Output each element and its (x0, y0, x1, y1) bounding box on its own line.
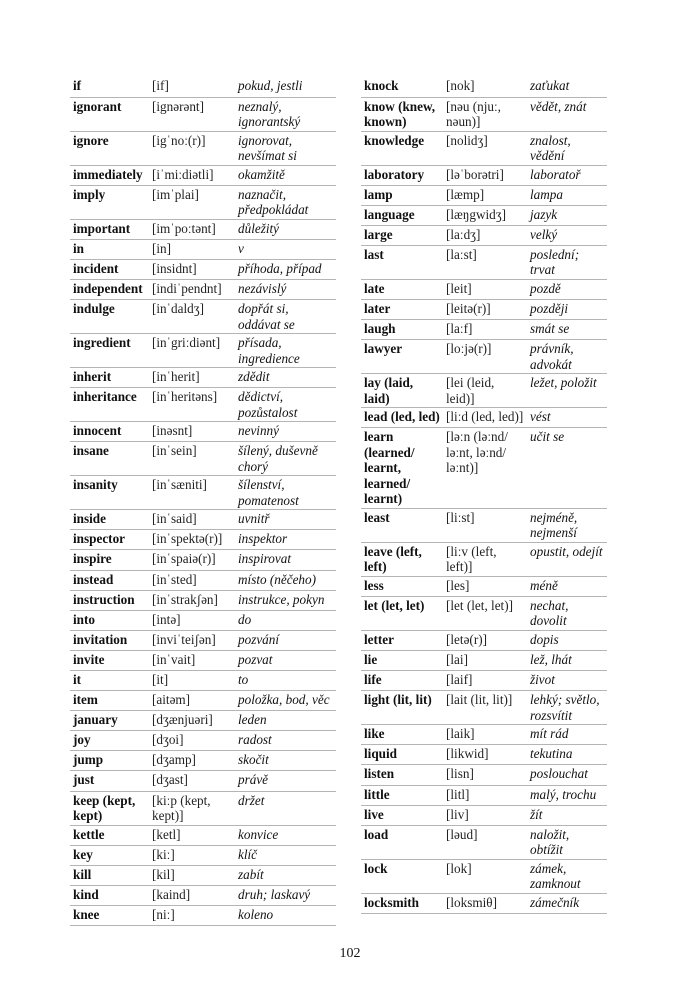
translation: uvnitř (235, 510, 336, 530)
pronunciation: [laːdʒ] (443, 225, 527, 245)
pronunciation: [dʒoi] (149, 731, 235, 751)
dictionary-entry (361, 542, 607, 576)
dictionary-entry (70, 185, 336, 219)
pronunciation: [liv] (443, 805, 527, 825)
pronunciation: [iˈmiːdiətli] (149, 165, 235, 185)
translation: koleno (235, 905, 336, 925)
pronunciation: [liːst] (443, 508, 527, 542)
pronunciation: [laik] (443, 725, 527, 745)
dictionary-entry (70, 731, 336, 751)
translation: život (527, 671, 607, 691)
dictionary-column-left (70, 77, 336, 926)
headword: lay (laid, laid) (361, 374, 443, 408)
pronunciation: [in] (149, 239, 235, 259)
translation: naznačit, předpokládat (235, 185, 336, 219)
dictionary-entry (70, 77, 336, 97)
translation: naložit, obtížit (527, 825, 607, 859)
headword: listen (361, 765, 443, 785)
dictionary-entry (361, 131, 607, 165)
headword: into (70, 610, 149, 630)
pronunciation: [inˈherit] (149, 368, 235, 388)
pronunciation: [intə] (149, 610, 235, 630)
translation: malý, trochu (527, 785, 607, 805)
headword: incident (70, 259, 149, 279)
headword: invite (70, 650, 149, 670)
translation: jazyk (527, 205, 607, 225)
headword: let (let, let) (361, 596, 443, 630)
pronunciation: [kil] (149, 865, 235, 885)
pronunciation: [inˈsted] (149, 570, 235, 590)
dictionary-entry (70, 422, 336, 442)
dictionary-entry (70, 165, 336, 185)
dictionary-entry (70, 570, 336, 590)
pronunciation: [imˈplai] (149, 185, 235, 219)
headword: kettle (70, 825, 149, 845)
dictionary-entries-left (70, 77, 336, 926)
dictionary-entry (70, 751, 336, 771)
headword: kind (70, 885, 149, 905)
pronunciation: [imˈpoːtənt] (149, 219, 235, 239)
dictionary-entry (70, 865, 336, 885)
headword: lock (361, 859, 443, 893)
pronunciation: [liːd (led, led)] (443, 408, 527, 428)
translation: poslední; trvat (527, 245, 607, 279)
pronunciation: [lei (leid, leid)] (443, 374, 527, 408)
pronunciation: [niː] (149, 905, 235, 925)
dictionary-entry (361, 745, 607, 765)
translation: vést (527, 408, 607, 428)
pronunciation: [igˈnoː(r)] (149, 131, 235, 165)
translation: právě (235, 771, 336, 791)
dictionary-entry (70, 97, 336, 131)
translation: radost (235, 731, 336, 751)
headword: little (361, 785, 443, 805)
translation: žít (527, 805, 607, 825)
translation: položka, bod, věc (235, 691, 336, 711)
pronunciation: [liːv (left, left)] (443, 542, 527, 576)
headword: indulge (70, 300, 149, 334)
headword: knowledge (361, 131, 443, 165)
headword: instruction (70, 590, 149, 610)
translation: mít rád (527, 725, 607, 745)
dictionary-entry (70, 300, 336, 334)
translation: dopis (527, 630, 607, 650)
translation: klíč (235, 845, 336, 865)
translation: do (235, 610, 336, 630)
pronunciation: [inviˈteiʃən] (149, 630, 235, 650)
headword: just (70, 771, 149, 791)
dictionary-entry (361, 651, 607, 671)
headword: language (361, 205, 443, 225)
dictionary-entry (361, 185, 607, 205)
pronunciation: [ketl] (149, 825, 235, 845)
headword: leave (left, left) (361, 542, 443, 576)
pronunciation: [ləˈborətri] (443, 165, 527, 185)
headword: inspire (70, 550, 149, 570)
headword: if (70, 77, 149, 97)
headword: knock (361, 77, 443, 97)
headword: key (70, 845, 149, 865)
pronunciation: [inˈspaiə(r)] (149, 550, 235, 570)
pronunciation: [laːst] (443, 245, 527, 279)
dictionary-entry (361, 725, 607, 745)
pronunciation: [dʒamp] (149, 751, 235, 771)
headword: load (361, 825, 443, 859)
headword: knee (70, 905, 149, 925)
translation: dědictví, pozůstalost (235, 388, 336, 422)
translation: šílenství, pomatenost (235, 476, 336, 510)
translation: zaťukat (527, 77, 607, 97)
dictionary-entry (70, 510, 336, 530)
pronunciation: [lait (lit, lit)] (443, 691, 527, 725)
pronunciation: [dʒast] (149, 771, 235, 791)
pronunciation: [leitə(r)] (443, 300, 527, 320)
translation: tekutina (527, 745, 607, 765)
headword: lawyer (361, 340, 443, 374)
headword: ignore (70, 131, 149, 165)
translation: ignorovat, nevšímat si (235, 131, 336, 165)
translation: to (235, 671, 336, 691)
dictionary-entry (361, 825, 607, 859)
translation: okamžitě (235, 165, 336, 185)
headword: inside (70, 510, 149, 530)
translation: přísada, ingredience (235, 334, 336, 368)
dictionary-table-left (70, 77, 336, 926)
headword: inheritance (70, 388, 149, 422)
dictionary-entry (70, 442, 336, 476)
translation: inspirovat (235, 550, 336, 570)
translation: pozdě (527, 279, 607, 299)
pronunciation: [loksmiθ] (443, 893, 527, 913)
pronunciation: [inəsnt] (149, 422, 235, 442)
headword: light (lit, lit) (361, 691, 443, 725)
translation: opustit, odejít (527, 542, 607, 576)
dictionary-entry (361, 340, 607, 374)
headword: liquid (361, 745, 443, 765)
headword: in (70, 239, 149, 259)
pronunciation: [inˈspektə(r)] (149, 530, 235, 550)
dictionary-entry (361, 408, 607, 428)
dictionary-column-right (361, 77, 607, 914)
translation: příhoda, případ (235, 259, 336, 279)
translation: inspektor (235, 530, 336, 550)
headword: late (361, 279, 443, 299)
translation: důležitý (235, 219, 336, 239)
translation: konvice (235, 825, 336, 845)
headword: live (361, 805, 443, 825)
headword: less (361, 576, 443, 596)
headword: last (361, 245, 443, 279)
dictionary-entry (361, 279, 607, 299)
translation: zabít (235, 865, 336, 885)
pronunciation: [læmp] (443, 185, 527, 205)
translation: instrukce, pokyn (235, 590, 336, 610)
pronunciation: [nəu (njuː, nəun)] (443, 97, 527, 131)
dictionary-entry (70, 791, 336, 825)
pronunciation: [aitəm] (149, 691, 235, 711)
translation: nechat, dovolit (527, 596, 607, 630)
translation: nevinný (235, 422, 336, 442)
dictionary-entry (70, 334, 336, 368)
headword: later (361, 300, 443, 320)
pronunciation: [lok] (443, 859, 527, 893)
headword: letter (361, 630, 443, 650)
pronunciation: [ignərənt] (149, 97, 235, 131)
headword: instead (70, 570, 149, 590)
dictionary-entry (70, 239, 336, 259)
dictionary-entry (361, 97, 607, 131)
dictionary-entry (70, 771, 336, 791)
dictionary-entry (70, 825, 336, 845)
dictionary-entry (361, 785, 607, 805)
pronunciation: [læŋgwidʒ] (443, 205, 527, 225)
translation: zámečník (527, 893, 607, 913)
translation: skočit (235, 751, 336, 771)
dictionary-entry (70, 476, 336, 510)
dictionary-entry (70, 630, 336, 650)
headword: independent (70, 279, 149, 299)
headword: insane (70, 442, 149, 476)
pronunciation: [nok] (443, 77, 527, 97)
pronunciation: [it] (149, 671, 235, 691)
headword: insanity (70, 476, 149, 510)
headword: important (70, 219, 149, 239)
dictionary-entry (70, 530, 336, 550)
dictionary-entry (70, 279, 336, 299)
headword: ignorant (70, 97, 149, 131)
dictionary-entry (361, 630, 607, 650)
dictionary-entry (70, 388, 336, 422)
translation: pozvání (235, 630, 336, 650)
translation: nezávislý (235, 279, 336, 299)
headword: life (361, 671, 443, 691)
dictionary-entry (70, 131, 336, 165)
headword: lamp (361, 185, 443, 205)
dictionary-entry (70, 650, 336, 670)
dictionary-entry (70, 885, 336, 905)
headword: keep (kept, kept) (70, 791, 149, 825)
dictionary-table-right (361, 77, 607, 914)
headword: lead (led, led) (361, 408, 443, 428)
headword: it (70, 671, 149, 691)
pronunciation: [kiː] (149, 845, 235, 865)
translation: druh; laskavý (235, 885, 336, 905)
translation: místo (něčeho) (235, 570, 336, 590)
headword: ingredient (70, 334, 149, 368)
headword: january (70, 711, 149, 731)
translation: pozvat (235, 650, 336, 670)
translation: lež, lhát (527, 651, 607, 671)
pronunciation: [likwid] (443, 745, 527, 765)
dictionary-entry (361, 508, 607, 542)
translation: lampa (527, 185, 607, 205)
translation: smát se (527, 320, 607, 340)
pronunciation: [if] (149, 77, 235, 97)
headword: know (knew, known) (361, 97, 443, 131)
translation: znalost, vědění (527, 131, 607, 165)
pronunciation: [dʒænjuəri] (149, 711, 235, 731)
translation: nejméně, nejmenší (527, 508, 607, 542)
dictionary-entry (70, 590, 336, 610)
translation: šílený, duševně chorý (235, 442, 336, 476)
dictionary-entry (361, 165, 607, 185)
pronunciation: [leit] (443, 279, 527, 299)
dictionary-entry (361, 77, 607, 97)
pronunciation: [kiːp (kept, kept)] (149, 791, 235, 825)
dictionary-entry (361, 671, 607, 691)
headword: jump (70, 751, 149, 771)
pronunciation: [lisn] (443, 765, 527, 785)
headword: laugh (361, 320, 443, 340)
dictionary-entry (70, 905, 336, 925)
pronunciation: [litl] (443, 785, 527, 805)
pronunciation: [inˈsaid] (149, 510, 235, 530)
headword: invitation (70, 630, 149, 650)
dictionary-entry (361, 245, 607, 279)
headword: item (70, 691, 149, 711)
dictionary-entry (70, 610, 336, 630)
dictionary-entry (361, 320, 607, 340)
dictionary-entry (361, 428, 607, 509)
pronunciation: [let (let, let)] (443, 596, 527, 630)
dictionary-entry (361, 805, 607, 825)
translation: držet (235, 791, 336, 825)
dictionary-entry (361, 765, 607, 785)
translation: ležet, položit (527, 374, 607, 408)
dictionary-entry (70, 691, 336, 711)
translation: učit se (527, 428, 607, 509)
translation: vědět, znát (527, 97, 607, 131)
dictionary-entry (361, 300, 607, 320)
translation: neznalý, ignorantský (235, 97, 336, 131)
dictionary-entry (70, 259, 336, 279)
pronunciation: [kaind] (149, 885, 235, 905)
dictionary-entry (361, 576, 607, 596)
translation: velký (527, 225, 607, 245)
dictionary-entry (361, 205, 607, 225)
translation: dopřát si, oddávat se (235, 300, 336, 334)
headword: least (361, 508, 443, 542)
pronunciation: [inˈsein] (149, 442, 235, 476)
dictionary-entry (361, 691, 607, 725)
translation: leden (235, 711, 336, 731)
dictionary-entry (361, 225, 607, 245)
dictionary-entry (70, 845, 336, 865)
pronunciation: [nolidʒ] (443, 131, 527, 165)
translation: poslouchat (527, 765, 607, 785)
dictionary-entry (70, 550, 336, 570)
headword: large (361, 225, 443, 245)
pronunciation: [inˈvait] (149, 650, 235, 670)
page-number: 102 (339, 946, 361, 961)
dictionary-entry (361, 893, 607, 913)
pronunciation: [insidnt] (149, 259, 235, 279)
translation: později (527, 300, 607, 320)
pronunciation: [lai] (443, 651, 527, 671)
headword: imply (70, 185, 149, 219)
pronunciation: [loːjə(r)] (443, 340, 527, 374)
dictionary-entry (361, 374, 607, 408)
pronunciation: [inˈsæniti] (149, 476, 235, 510)
headword: kill (70, 865, 149, 885)
pronunciation: [laːf] (443, 320, 527, 340)
pronunciation: [inˈgriːdiənt] (149, 334, 235, 368)
dictionary-entries-right (361, 77, 607, 913)
dictionary-entry (70, 368, 336, 388)
pronunciation: [les] (443, 576, 527, 596)
headword: lie (361, 651, 443, 671)
translation: méně (527, 576, 607, 596)
pronunciation: [laif] (443, 671, 527, 691)
pronunciation: [ləud] (443, 825, 527, 859)
headword: locksmith (361, 893, 443, 913)
pronunciation: [indiˈpendnt] (149, 279, 235, 299)
headword: joy (70, 731, 149, 751)
headword: immediately (70, 165, 149, 185)
translation: v (235, 239, 336, 259)
pronunciation: [inˈstrakʃən] (149, 590, 235, 610)
dictionary-entry (70, 711, 336, 731)
dictionary-entry (361, 596, 607, 630)
dictionary-entry (70, 671, 336, 691)
headword: learn (learned/ learnt, learned/ learnt) (361, 428, 443, 509)
headword: inspector (70, 530, 149, 550)
translation: laboratoř (527, 165, 607, 185)
pronunciation: [inˈdaldʒ] (149, 300, 235, 334)
translation: zámek, zamknout (527, 859, 607, 893)
headword: inherit (70, 368, 149, 388)
translation: pokud, jestli (235, 77, 336, 97)
headword: innocent (70, 422, 149, 442)
dictionary-entry (361, 859, 607, 893)
headword: laboratory (361, 165, 443, 185)
headword: like (361, 725, 443, 745)
pronunciation: [ləːn (ləːnd/ ləːnt, ləːnd/ ləːnt)] (443, 428, 527, 509)
translation: lehký; světlo, rozsvítit (527, 691, 607, 725)
pronunciation: [letə(r)] (443, 630, 527, 650)
pronunciation: [inˈheritəns] (149, 388, 235, 422)
dictionary-entry (70, 219, 336, 239)
translation: právník, advokát (527, 340, 607, 374)
translation: zdědit (235, 368, 336, 388)
